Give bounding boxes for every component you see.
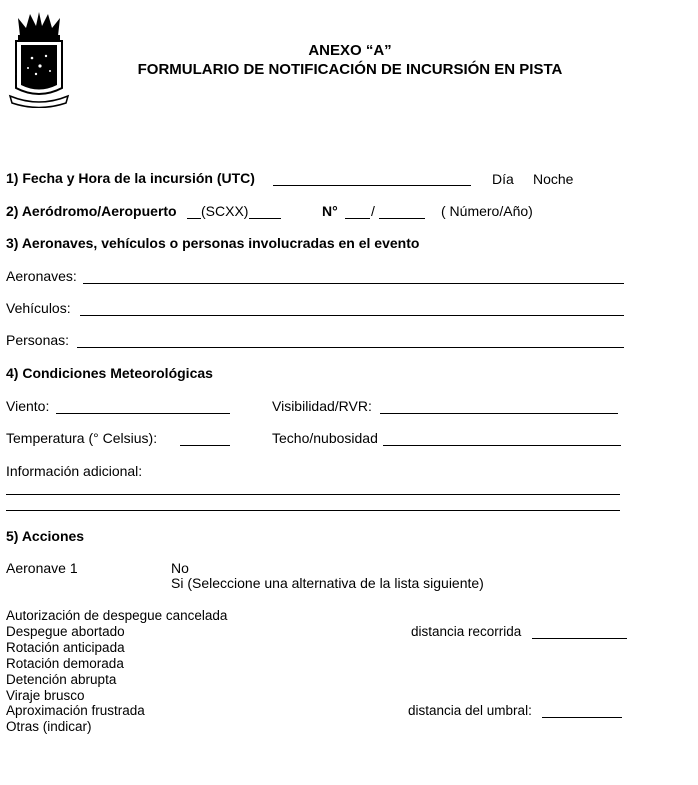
action-item[interactable]: Detención abrupta — [6, 672, 117, 687]
annex-title: ANEXO “A” — [308, 42, 392, 59]
option-day[interactable]: Día — [492, 171, 514, 187]
option-yes[interactable]: Si (Seleccione una alternativa de la lista siguiente) — [171, 575, 484, 591]
action-item[interactable]: Autorización de despegue cancelada — [6, 608, 228, 623]
form-title: FORMULARIO DE NOTIFICACIÓN DE INCURSIÓN EN PISTA — [137, 61, 563, 78]
section2-label: 2) Aeródromo/Aeropuerto — [6, 203, 177, 219]
action-item[interactable]: Rotación anticipada — [6, 640, 125, 655]
aerodrome-code-field[interactable] — [249, 218, 281, 219]
section3-label: 3) Aeronaves, vehículos o personas involucradas en el evento — [6, 235, 420, 251]
persons-field[interactable] — [77, 347, 624, 348]
distance-traveled-label: distancia recorrida — [411, 624, 522, 639]
threshold-distance-label: distancia del umbral: — [408, 703, 532, 718]
option-night[interactable]: Noche — [533, 171, 574, 187]
number-separator: / — [371, 203, 375, 219]
aerodrome-prefix-field[interactable] — [187, 218, 201, 219]
action-item[interactable]: Despegue abortado — [6, 624, 125, 639]
vehicles-field[interactable] — [80, 315, 624, 316]
number-year-hint: ( Número/Año) — [441, 203, 533, 219]
temperature-field[interactable] — [180, 445, 230, 446]
year-field[interactable] — [379, 218, 425, 219]
action-item[interactable]: Otras (indicar) — [6, 719, 92, 734]
temperature-label: Temperatura (° Celsius): — [6, 430, 158, 446]
threshold-distance-field[interactable] — [542, 717, 622, 718]
action-item[interactable]: Aproximación frustrada — [6, 703, 145, 718]
vehicles-label: Vehículos: — [6, 300, 71, 316]
wind-field[interactable] — [56, 413, 230, 414]
incursion-datetime-field[interactable] — [273, 185, 471, 186]
section4-label: 4) Condiciones Meteorológicas — [6, 365, 213, 381]
visibility-label: Visibilidad/RVR: — [272, 398, 372, 414]
number-field[interactable] — [345, 218, 370, 219]
additional-info-label: Información adicional: — [6, 463, 143, 479]
aircraft-label: Aeronaves: — [6, 268, 77, 284]
persons-label: Personas: — [6, 332, 70, 348]
aerodrome-code-hint: (SCXX) — [201, 203, 249, 219]
distance-traveled-field[interactable] — [532, 638, 627, 639]
aircraft1-label: Aeronave 1 — [6, 560, 78, 576]
additional-info-line-2[interactable] — [6, 510, 620, 511]
ceiling-label: Techo/nubosidad — [272, 430, 378, 446]
number-label: N° — [322, 203, 338, 219]
section5-label: 5) Acciones — [6, 528, 85, 544]
action-item[interactable]: Viraje brusco — [6, 688, 85, 703]
additional-info-line-1[interactable] — [6, 494, 620, 495]
action-item[interactable]: Rotación demorada — [6, 656, 124, 671]
ceiling-field[interactable] — [383, 445, 621, 446]
option-no[interactable]: No — [171, 560, 189, 576]
wind-label: Viento: — [6, 398, 50, 414]
aircraft-field[interactable] — [83, 283, 624, 284]
section1-label: 1) Fecha y Hora de la incursión (UTC) — [6, 170, 255, 186]
visibility-field[interactable] — [380, 413, 618, 414]
